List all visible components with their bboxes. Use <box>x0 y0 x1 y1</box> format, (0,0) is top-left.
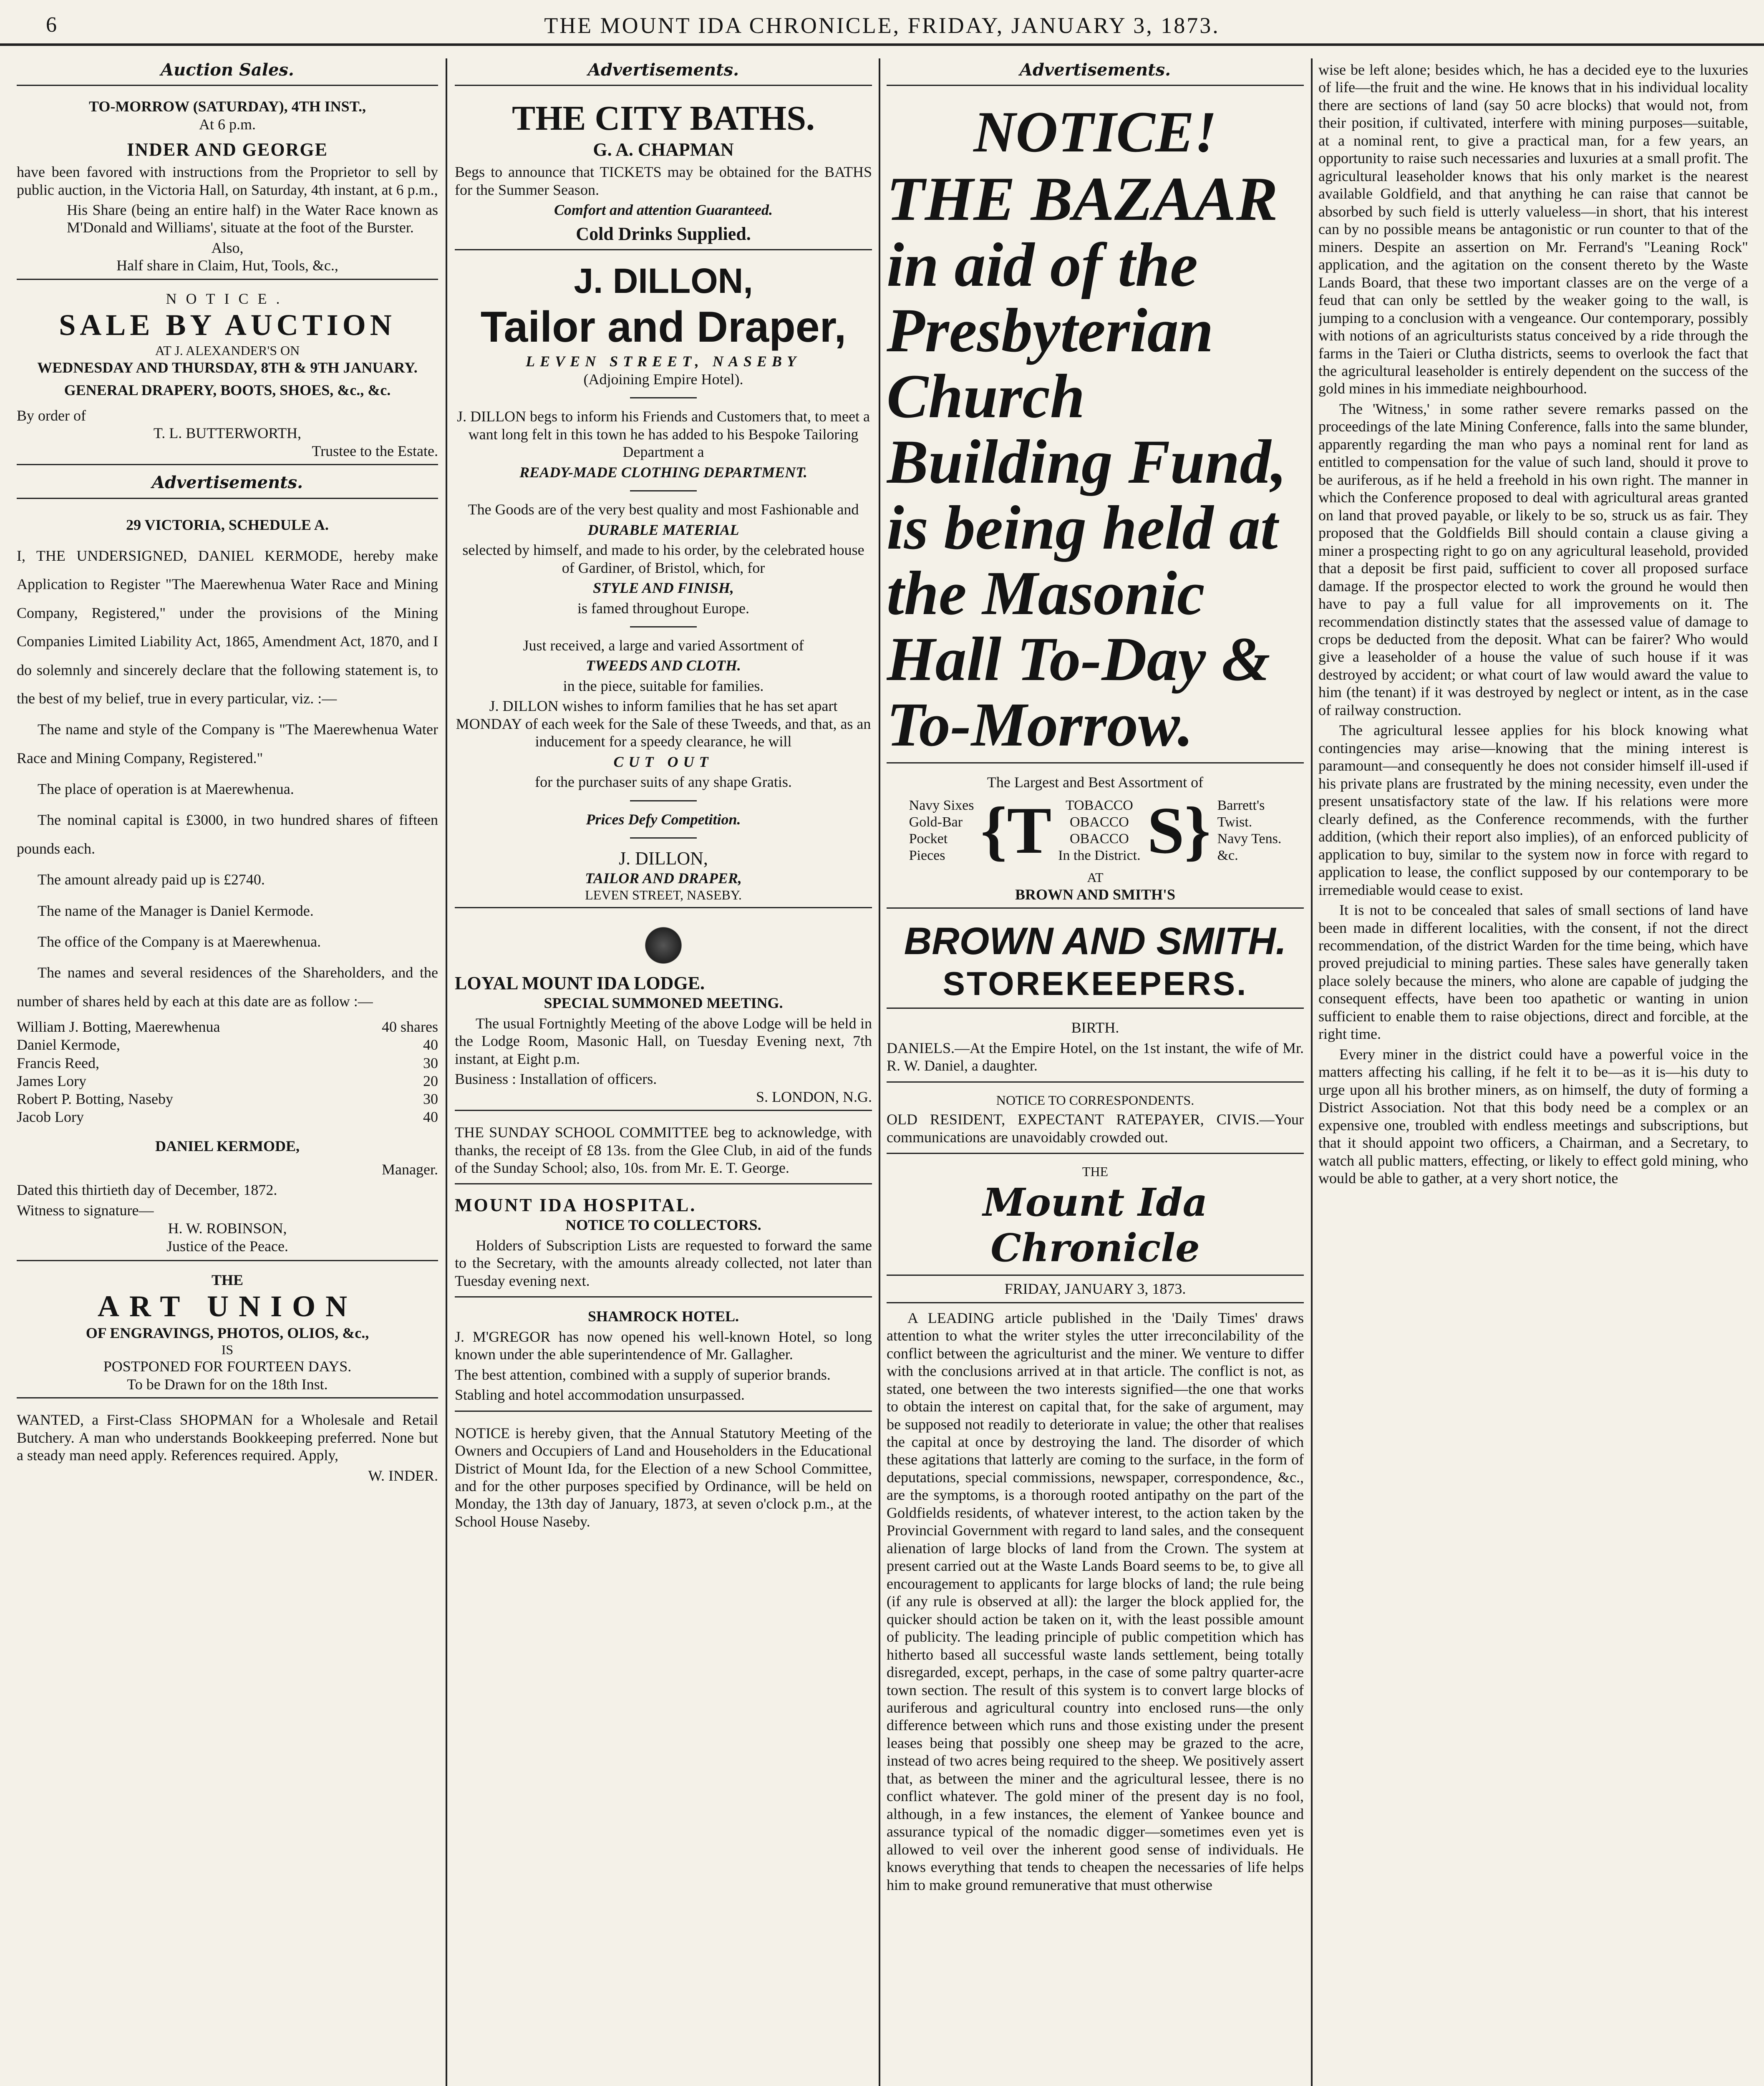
wanted-body: WANTED, a First-Class SHOPMAN for a Wholesale and Retail Butchery. A man who understands Bookkeeping preferred. None but a steady man need apply. References required. Apply, <box>17 1411 438 1464</box>
lodge-sign: S. LONDON, N.G. <box>756 1088 872 1105</box>
column-3 <box>887 58 1304 2086</box>
trustee-role: Trustee to the Estate. <box>312 442 438 459</box>
auction-item: Half share in Claim, Hut, Tools, &c., <box>116 257 338 274</box>
dillon-ad <box>455 256 872 909</box>
list-item: Daniel Kermode, 40 <box>17 1036 438 1053</box>
shamrock-p2: The best attention, combined with a supply of superior brands. <box>455 1366 831 1383</box>
sale-dates: WEDNESDAY AND THURSDAY, 8TH & 9TH JANUARY. <box>37 359 418 376</box>
dillon-name: J. DILLON, <box>574 261 753 300</box>
dillon-paragraph: for the purchaser suits of any shape Gratis. <box>535 773 792 791</box>
chronicle-nameplate <box>887 1160 1304 1303</box>
school-body: NOTICE is hereby given, that the Annual Statutory Meeting of the Owners and Occupiers of Land and Householders in the Educational District of Mount Ida, for the Election of a new School Committee, and for the other purposes specified by Ordinance, will be held on Monday, the 13th day of January, 1873, at seven o'clock p.m., at the School House Naseby. <box>455 1424 872 1530</box>
leading-article: A LEADING article published in the 'Daily Times' draws attention to what the writer styles the utter irreconcilability of the conflict between the agriculturist and the miner. We venture to differ with the conclusions arrived at in that article. The conflict is not, as stated, one between the two interests signified—the one that works to obtain the interest on capital that, for the sake of argument, may be supposed not readily to deteriorate in value; the other that realises the capital at once by destroying the land. The disorder of which these agitations that latterly are coming to the surface, in the form of deputations, special commissions, newspaper, correspondence, &c., are the symptoms, is a thorough rooted antipathy on the part of the Goldfields residents, of whatever interest, to the action taken by the Provincial Government with regard to land sales, and the consequent alienation of large blocks of land from the Crown. The system at present carried out at the Waste Lands Board seems to be, to give all encouragement to applicants for large blocks of land; the rule being (if any rule is observed at all): the larger the block applied for, the quicker should action be taken on it, with the least possible amount of publicity. The leading principle of public competition which has hitherto based all successful waste lands settlement, being totally disregarded, except, perhaps, in the case of some paltry quarter-acre town section. The result of this system is to convert large blocks of auriferous and agricultural country into enclosed runs—the only difference between which runs and those existing under the present leases being that possibly one sheep may be grazed to the acre, instead of two acres being required to the sheep. We positively assert that, as between the miner and the agricultural lessee, there is no conflict whatever. The gold miner of the present day is no fool, although, in a few instances, the element of Yankee bounce and assurance typical of the nomadic digger—sometimes even yet is allowed to veil over the inherent good sense of individuals. He knows everything that tends to cheapen the necessaries of life helps him to make ground remunerative that must otherwise <box>887 1309 1304 1893</box>
city-baths-ad <box>455 93 872 250</box>
tobacco-where: BROWN AND SMITH'S <box>1015 886 1176 903</box>
dillon-street: LEVEN STREET, NASEBY <box>526 353 801 370</box>
baths-title: THE CITY BATHS. <box>512 99 815 138</box>
by-order: By order of <box>17 407 86 424</box>
hospital-notice <box>455 1190 872 1297</box>
school-committee-notice <box>455 1418 872 1537</box>
registration-item: The names and several residences of the Shareholders, and the number of shares held by each at this date are as follow :— <box>17 964 438 1010</box>
article-continued: wise be left alone; besides which, he has a decided eye to the luxuries of life—the fruit and the wine. He knows that in his individual locality there are sections of land (say 50 acre blocks) that would not, from their position, if cultivated, interfere with mining purposes—suitable, at a nominal rent, to give a practical man, for a few years, an opportunity to raise such necessaries and luxuries at a small profit. The agricultural leaseholder knows that his only market is the nearest available Goldfield, and that anything he can raise that cannot be absorbed by such field is utterly valueless—in short, that his interest can by no possible means be antagonistic or run counter to that of the miners. Despite an assertion on Mr. Ferrand's "Leaning Rock" application, and the agitation on the consent thereto by the Waste Lands Board, that these two important classes are on the verge of a feud that can only be settled by the weaker going to the wall, is jumping to a conclusion with a vengeance. Our contemporary, possibly with notions of an agriculturists status conceived by a ride through the farms in the Taieri or Clutha districts, seems to overlook the fact that the agricultural leaseholder is entirely dependent on the success of the gold mines in his immediate neighbourhood. <box>1318 61 1748 397</box>
dillon-emphasis: DURABLE MATERIAL <box>587 521 739 538</box>
trustee-name: T. L. BUTTERWORTH, <box>153 425 302 442</box>
column-2 <box>455 58 872 2086</box>
sunday-body: THE SUNDAY SCHOOL COMMITTEE beg to acknowledge, with thanks, the receipt of £8 13s. from the Glee Club, in aid of the funds of the Sunday School; also, 10s. from Mr. E. T. George. <box>455 1124 872 1176</box>
act-reference: 29 VICTORIA, SCHEDULE A. <box>126 516 329 533</box>
column-rule <box>446 58 447 2086</box>
lodge-subtitle: SPECIAL SUMMONED MEETING. <box>544 995 783 1012</box>
shareholder-list <box>17 1018 438 1126</box>
dillon-trade: Tailor and Draper, <box>480 302 847 351</box>
registration-item: The name and style of the Company is "The Maerewhenua Water Race and Mining Company, Registered." <box>17 721 438 766</box>
birth-heading: BIRTH. <box>1071 1019 1119 1036</box>
correspondents-heading: NOTICE TO CORRESPONDENTS. <box>996 1092 1194 1108</box>
column-rule <box>1311 58 1313 2086</box>
dillon-paragraph: J. DILLON wishes to inform families that he has set apart MONDAY of each week for the Sale of these Tweeds, and that, as an inducement for a speedy clearance, he will <box>456 698 871 750</box>
notice-title: NOTICE! <box>973 100 1217 165</box>
witness-label: Witness to signature— <box>17 1202 154 1219</box>
divider <box>630 490 697 491</box>
bracket-glyph: {T <box>980 793 1052 868</box>
registration-item: The office of the Company is at Maerewhenua. <box>38 933 321 950</box>
auction-sale-notice <box>17 286 438 466</box>
birth-notice <box>887 1015 1304 1082</box>
registration-item: The name of the Manager is Daniel Kermode. <box>38 902 314 919</box>
divider <box>630 800 697 801</box>
column-1 <box>17 58 438 2086</box>
hospital-subtitle: NOTICE TO COLLECTORS. <box>565 1217 761 1234</box>
registration-item: The place of operation is at Maerewhenua. <box>38 781 294 798</box>
shamrock-body: J. M'GREGOR has now opened his well-known Hotel, so long known under the able superintendence of Mr. Gallagher. <box>455 1328 872 1363</box>
divider <box>630 626 697 627</box>
page-number: 6 <box>46 13 57 37</box>
lodge-notice <box>455 914 872 1111</box>
brown-smith-ad <box>887 915 1304 1009</box>
tobacco-ad <box>887 769 1304 909</box>
bazaar-notice <box>887 93 1304 763</box>
dillon-paragraph: in the piece, suitable for families. <box>563 677 764 694</box>
auction-time: At 6 p.m. <box>199 116 256 133</box>
dillon-paragraph: is famed throughout Europe. <box>577 600 749 617</box>
art-union-is: IS <box>221 1342 234 1357</box>
tobacco-at: AT <box>1087 870 1104 885</box>
dillon-sign-name: J. DILLON, <box>619 848 708 869</box>
dillon-sign-street: LEVEN STREET, NASEBY. <box>585 887 742 902</box>
list-item: Jacob Lory 40 <box>17 1109 438 1126</box>
list-item: William J. Botting, Maerewhenua 40 shares <box>17 1018 438 1035</box>
art-union-title: ART UNION <box>97 1290 358 1323</box>
column-heading: Advertisements. <box>455 58 872 86</box>
shamrock-p3: Stabling and hotel accommodation unsurpassed. <box>455 1386 745 1403</box>
dillon-emphasis: CUT OUT <box>613 753 713 770</box>
article-paragraph: It is not to be concealed that sales of small sections of land have been made in different localities, with the consent, if not the direct recommendation, of the district Warden for the time being, which have proved prejudicial to mining parties. These sales have generally taken place solely because the miners, who alone are capable of judging the consequent effects, have been too apathetic or wanting in union sufficient to enable them to raise objections, direct and forcible, at the right time. <box>1318 902 1748 1043</box>
nameplate-the: THE <box>1082 1164 1109 1179</box>
baths-owner: G. A. CHAPMAN <box>593 139 734 160</box>
registration-item: The nominal capital is £3000, in two hundred shares of fifteen pounds each. <box>17 811 438 857</box>
correspondents-notice <box>887 1088 1304 1154</box>
art-union-postponed: POSTPONED FOR FOURTEEN DAYS. <box>103 1358 352 1375</box>
baths-body: Begs to announce that TICKETS may be obtained for the BATHS for the Summer Season. <box>455 164 872 198</box>
auction-date: TO-MORROW (SATURDAY), 4TH INST., <box>88 98 366 115</box>
store-trade: STOREKEEPERS. <box>942 965 1248 1002</box>
dillon-paragraph: Just received, a large and varied Assortment of <box>523 637 804 654</box>
shamrock-hotel <box>455 1303 872 1411</box>
tobacco-layout <box>887 791 1304 870</box>
lodge-body: The usual Fortnightly Meeting of the above Lodge will be held in the Lodge Room, Masonic Hall, on Tuesday Evening next, 7th instant, at Eight p.m. <box>455 1015 872 1067</box>
tobacco-middle: TOBACCO OBACCO OBACCO In the District. <box>1058 797 1141 863</box>
list-item: James Lory 20 <box>17 1072 438 1089</box>
article-paragraph: Every miner in the district could have a powerful voice in the matters affecting his calling, if he felt it to be—as it is—his duty to urge upon all his brother miners, as on himself, the duty of forming a District Association. Not that this body need be a complex or an expensive one, troubled with endless meetings and subscriptions, but that it should appoint two officers, a Chairman, and a Secretary, to watch all public matters, effecting, or likely to effect gold mining, who would be able to gather, at a very short notice, the <box>1318 1046 1748 1187</box>
auction-item: His Share (being an entire half) in the Water Race known as M'Donald and Williams', situate at the foot of the Burster. <box>67 201 438 236</box>
company-registration <box>17 506 438 1261</box>
tobacco-right: Barrett's Twist. Navy Tens. &c. <box>1217 797 1282 863</box>
signatory-role: Manager. <box>382 1161 438 1178</box>
auction-body: have been favored with instructions from the Proprietor to sell by public auction, in the Victoria Hall, on Saturday, 4th instant, at 6 p.m., <box>17 164 438 198</box>
dillon-paragraph: J. DILLON begs to inform his Friends and Customers that, to meet a want long felt in this town he has added to his Bespoke Tailoring Department a <box>457 408 870 461</box>
sale-goods: GENERAL DRAPERY, BOOTS, SHOES, &c., &c. <box>64 382 391 399</box>
wanted-shopman <box>17 1404 438 1489</box>
wanted-sign: W. INDER. <box>368 1467 438 1484</box>
dillon-paragraph: selected by himself, and made to his order, by the celebrated house of Gardiner, of Bristol, which, for <box>462 542 864 576</box>
birth-body: DANIELS.—At the Empire Hotel, on the 1st instant, the wife of Mr. R. W. Daniel, a daughter. <box>887 1039 1304 1074</box>
baths-comfort: Comfort and attention Guaranteed. <box>554 202 773 219</box>
list-item: Robert P. Botting, Naseby 30 <box>17 1090 438 1107</box>
art-union-of: OF ENGRAVINGS, PHOTOS, OLIOS, &c., <box>86 1325 369 1342</box>
shamrock-title: SHAMROCK HOTEL. <box>587 1308 739 1325</box>
dillon-emphasis: READY-MADE CLOTHING DEPARTMENT. <box>519 464 807 481</box>
tobacco-left: Navy Sixes Gold-Bar Pocket Pieces <box>909 797 974 863</box>
dillon-adjoining: (Adjoining Empire Hotel). <box>583 370 743 388</box>
art-union-the: THE <box>211 1271 244 1288</box>
sale-by-auction-title: SALE BY AUCTION <box>59 308 396 342</box>
signatory: DANIEL KERMODE, <box>155 1138 300 1155</box>
sunday-school-notice <box>455 1117 872 1184</box>
column-heading: Auction Sales. <box>17 58 438 86</box>
store-name: BROWN AND SMITH. <box>904 920 1287 963</box>
nameplate-title: Mount Ida Chronicle <box>983 1180 1208 1270</box>
nameplate-date: FRIDAY, JANUARY 3, 1873. <box>887 1275 1304 1297</box>
hospital-title: MOUNT IDA HOSPITAL. <box>455 1195 697 1216</box>
masthead <box>0 0 1764 46</box>
divider <box>630 397 697 398</box>
art-union-notice <box>17 1267 438 1399</box>
column-heading: Advertisements. <box>887 58 1304 86</box>
article-paragraph: The 'Witness,' in some rather severe remarks passed on the proceedings of the late Mining Conference, falls into the same blunder, apparently regarding the man who pays a nominal rent for land as entitled to compensation for the value of such land, should it prove to be auriferous, as if he held a freehold in his own right. The manner in which the Conference proposed to deal with agricultural areas granted on land that proved payable, or likely to be so, struck us as fair. They proposed that the Goldfields Bill should contain a clause giving a miner a prospecting right to go on any agricultural leasehold, provided that a deposit be first paid, sufficient to cover all proposed surface damage. If the prospector elected to work the ground he would then have to pay a full value for all improvements on it. The recommendation distinctly states that the assessed value of damage to crops be deducted from the deposit. What can be fairer? Who would give a leaseholder of a house the value of such house if it was destroyed by accident; or what court of law would award the value to him (the tenant) if it was destroyed by neglect or intent, as in the case of railway construction. <box>1318 400 1748 718</box>
column-heading: Advertisements. <box>17 471 438 499</box>
lodge-business: Business : Installation of officers. <box>455 1071 657 1088</box>
art-union-drawn: To be Drawn for on the 18th Inst. <box>127 1376 328 1393</box>
tobacco-intro: The Largest and Best Assortment of <box>987 773 1204 791</box>
correspondents-body: OLD RESIDENT, EXPECTANT RATEPAYER, CIVIS.—Your communications are unavoidably crowded out. <box>887 1111 1304 1146</box>
dillon-emphasis: TWEEDS AND CLOTH. <box>586 657 741 674</box>
registration-intro: I, THE UNDERSIGNED, DANIEL KERMODE, hereby make Application to Register "The Maerewhenua Water Race and Mining Company, Registered," under the provisions of the Mining Companies Limited Liability Act, 1865, Amendment Act, 1870, and I do solemnly and sincerely declare that the following statement is, to the best of my belief, true in every particular, viz. :— <box>17 547 438 707</box>
masthead-title: THE MOUNT IDA CHRONICLE, FRIDAY, JANUARY 3, 1873. <box>544 13 1220 38</box>
dated-line: Dated this thirtieth day of December, 1872. <box>17 1181 277 1198</box>
registration-item: The amount already paid up is £2740. <box>38 871 265 888</box>
auction-inder-george <box>17 93 438 280</box>
list-item: Francis Reed, 30 <box>17 1054 438 1071</box>
witness-name: H. W. ROBINSON, <box>168 1220 287 1237</box>
dillon-emphasis: STYLE AND FINISH, <box>593 579 734 597</box>
dillon-sign-trade: TAILOR AND DRAPER, <box>585 870 742 887</box>
witness-role: Justice of the Peace. <box>166 1238 288 1255</box>
divider <box>630 837 697 839</box>
sale-place: AT J. ALEXANDER'S ON <box>155 343 300 358</box>
bazaar-text: THE BAZAAR in aid of the Presbyterian Church Building Fund, is being held at the Masonic Hall To-Day & To-Morrow. <box>887 164 1287 760</box>
lodge-title: LOYAL MOUNT IDA LODGE. <box>455 973 705 994</box>
column-rule <box>879 58 880 2086</box>
auctioneer-name: INDER AND GEORGE <box>127 139 328 160</box>
dillon-prices: Prices Defy Competition. <box>586 811 741 828</box>
column-4 <box>1318 58 1748 2086</box>
lodge-emblem-icon <box>640 922 686 968</box>
auction-also: Also, <box>211 239 244 256</box>
notice-label: NOTICE. <box>166 290 289 307</box>
hospital-body: Holders of Subscription Lists are requested to forward the same to the Secretary, with the amounts already collected, not later than Tuesday evening next. <box>455 1237 872 1289</box>
dillon-paragraph: The Goods are of the very best quality and most Fashionable and <box>468 501 859 518</box>
bracket-glyph: S} <box>1147 793 1211 868</box>
article-paragraph: The agricultural lessee applies for his block knowing what contingencies may arise—knowing that the mining interest is paramount—and consequently he does not consider himself ill-used if his private plans are frustrated by the mining necessity, even under the present unsatisfactory state of the law. If his relations were more clearly defined, as the Conference recommends, with the further addition, (which their report also implies), of an enforced publicity of application to buy, similar to the system now in force with regard to application to lease, the conflict supposed by our contemporary to be irremediable would cease to exist. <box>1318 722 1748 898</box>
baths-drinks: Cold Drinks Supplied. <box>576 223 751 244</box>
